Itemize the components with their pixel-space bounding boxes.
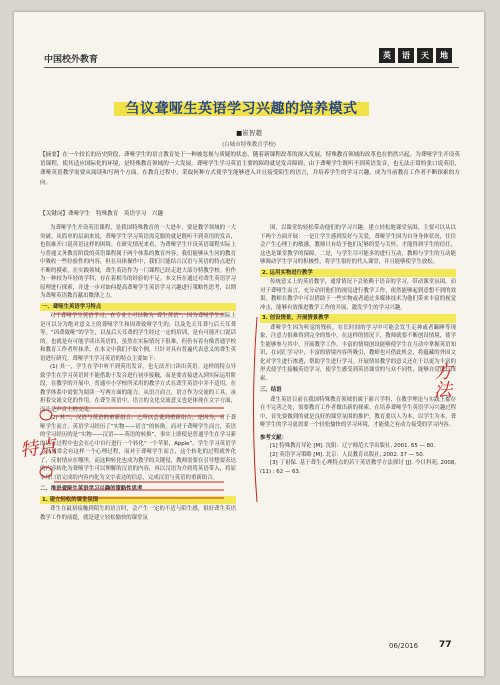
section-tag-char: 英 — [379, 48, 395, 63]
paragraph: 聋生在最初接触到陌生的语言时，会产生一定的不适与陌生感，很好聋生英语教学工作的前提，就是建立轻松愉快的课堂氛 — [40, 506, 236, 521]
abstract: 【摘要】在一个较长的历史阶段，聋哑学生的语言教育处于一种被忽视与质疑的状态，随着新课程改革的深入发展，特殊教育领域的改革也在悄然兴起。为聋哑学生开设英语课程，使其适应国际化的环境，是特殊教育领域的一大发展。聋哑学生学习英语主要的障碍就是发音障碍，由于聋哑学生既听不到英语发音，也无法正常的张口说英语，聋哑英语教学需要从阅读和写两个方面。在教育过程中，采取何种方式使学生能够进入并且接受陌生的语言，并培养学生的学习兴趣，成为当前教育工作者不断探索的方向。 — [40, 152, 460, 186]
section-tag-char: 地 — [436, 48, 452, 63]
journal-name: 中国校外教育 — [44, 55, 99, 65]
section-tag — [379, 48, 452, 63]
paragraph: 对于聋哑学生英语学习，在专业上可以称为“聋生英语”，因为聋哑学生实际上是可以分为绝对意义上的聋哑学生和因聋致哑学生的，以及先天耳聋与后天耳聋等。“因聋致哑”的学生，以及后天耳聋的学生经过一定的培训，是有可能开口说话的，也就是有可能学读出英语的，虽然在实际情况下很难，但仍有着有像普通学校和教育工作者所抹杀。在本文中我们不取个例，只针对具有普遍代表意义的聋生英语进行研究。聋哑学生学习英语的特点主要如下： — [40, 313, 236, 362]
keywords: 【关键词】聋哑学生 特殊教育 英语学习 兴趣 — [40, 211, 164, 217]
section-heading: 三、结语 — [260, 387, 282, 393]
journal-page — [14, 12, 484, 676]
references-title: 参考文献： — [260, 434, 287, 441]
left-column — [40, 224, 236, 522]
section-heading: 一、聋哑生英语学习特点 — [40, 303, 236, 312]
bracket-mark — [254, 317, 258, 502]
issue-date: 06/2016 — [389, 642, 419, 650]
paragraph: 为聋哑学生开设英语课程，是我国特殊教育的一大进步，要是教学领域的一大突破。从简单的层面来说，聋哑学生学习英语需克服的就是既听不到英语的发音，也很难开口说英语这样的困境。在研究情况来看，为聋哑学生开设英语课程实际上与普通义务教育阶段的英语课程属于两个体系的教育内容，我们能够从生问的教育中吸收一些经验性的内容，但在具体操作中，我们只能结合汉语与英语的特点进行不断的摸索。在实践领域，聋生英语作为一门课程已经走进大部分特教学校。但作为一种较为年轻的学科，存在着相当的经验的不足。本文旨在通过对聋生英语学习原理进行探索，并进一步对如何提高聋哑学生英语学习兴趣进行策略性思考，以期为聋哑英语教育献出微薄之力。 — [40, 225, 236, 299]
handwritten-note-features: 特点 — [18, 435, 58, 462]
paragraph: 聋哑学生因为听觉的残疾，在长时间的学习中可能会发生走神或者瞌睡等现象，注意力很难得到完全的集中，在这样的情况下，教师就要不断创设情境，使学生能够参与其中，开展教学工作。丰富的情境创设能够使学生在互动中掌握英语知识，在词汇学习中，丰富的情境内容所吸引，教师也可借此机会，将蕴藏的外国文化对学生进行渗透，帮助学生进行学习。开展情景教学的意义还在于以更为丰富的形式使学生接触英语学习，使学生感受到英语课堂的与众不同性，能够自觉进行探索。 — [260, 324, 456, 382]
page-number: 77 — [439, 640, 452, 650]
paragraph: 传统意义上的英语教学，通常情况下会依赖于语音的学习，带动课堂氛围，而对于聋哑生而言，充分动用他们的视觉进行教学工作，依然能够起到意想不到的效果。教师在教学中可以借助于一些实物或者通过多媒体技术为他们带来丰富的视觉冲击，能够有效推进教学工作的开展，激发学生的学习兴趣。 — [260, 279, 456, 311]
handwritten-note-methods: 方法 — [431, 362, 452, 398]
section-tag-char: 语 — [398, 48, 414, 63]
paragraph: 聋生英语目前在我国特殊教育领域仍属于新兴学科，在教学理论与实践上都存在不完善之处，需要教育工作者做出新的探索。在培养聋哑学生英语学习兴趣过程中，首先要做到的就是良好的课堂氛围的推护，教育要以人为本，以学生为本，聋哑学生的学习更需要一个轻松愉快的学习环境，才能使之有动力接受的学习内容。 — [260, 396, 456, 428]
reference-item: [3] 丁祖保. 基于聋生心理特点的若干英语教学方法探讨 [J]. 今日科苑, 2008, (11) : 62 — 63. — [260, 460, 456, 475]
header-rule — [44, 67, 459, 68]
subsection-heading: 2. 运用实物进行教学 — [260, 269, 456, 278]
title-block — [114, 98, 369, 120]
reference-item: [2] 英语学习策略 [M]. 北京：人民教育出版社, 2002. 37 — 50. — [270, 451, 425, 458]
paragraph: (1) 其一，学生在学中听不到英语发音，也无法开口读出英语。这样的特点导致学生在学习英语时不能借助于发音进行初步接触，而是要直接进入到实际运用阶段，在教学的开展中，普通中小学校所采用的教学方式在聋生英语中并不适用，在教学体系中需要为阅读一写两方面的能力。从语言而言，语言作为交流的工具，承担着交流文化的作用，在聋生英语中，语言的文化交流意义也是体现在文字方面，而不是声音上的交流。 — [40, 364, 236, 413]
reference-item: [1] 特殊教育导论 [M]. 沈阳：辽宁师范大学出版社, 2001. 65 — 80. — [270, 443, 436, 449]
section-heading: 二、推进聋哑生英语学习兴趣的策略性思考 — [40, 486, 143, 492]
paragraph: (2) 其二，汉语与英语的重新组合。之所以会说到重新组合，是因为，对于聋哑学生而言，英语学习经历了“实物——语言”的转换，而对于聋哑学生而言，英语的学习经历的是“实物——汉语——英语的转换”，事实上即使是普通学生在学习新的语言过程中也会在心中自行进行一个转化“一个苹果，Apple”。学生学习英语学习时通常会有这样一个心理过程，而对于聋哑学生而言，这个转化的过程就外化了，反射情应在哪里，而这种转化也成为教学的关键侵，教师需要在引导想要表达的内容转化为聋哑学生可以理解的汉语的内容，再以汉语为介质将英语带入，将原本用口语完成的内容内化为文字表达的信息，完成汉语与英语的重新组合。 — [40, 415, 236, 481]
subsection-heading: 1. 建立轻松的课堂氛围 — [40, 496, 236, 505]
affiliation: (白城市特殊教育学校) — [222, 142, 276, 148]
right-column — [260, 224, 456, 476]
section-tag-char: 天 — [417, 48, 433, 63]
paragraph: 围，以课堂的轻松带动他们的学习兴趣。建立轻松地课堂氛围，主要可以从以下两个方面开展：一是让学生感到发好与关爱，聋哑学生因为自身身体状况，往往会产生心理上的敏感，教师只有给予他们足够的爱与关怀，才能得到学生的信任，这也是课堂教学的保障。二是，与学生尽可能多的进行互动，教师与学生的互动能够调动学生学习的积极性，将学生很好的代入课堂，并且能够使学生放松。 — [260, 225, 456, 265]
author: ■崔智超 — [236, 129, 262, 137]
article-title: 刍议聋哑生英语学习兴趣的培养模式 — [125, 101, 358, 117]
subsection-heading: 3. 创设情景，开展情景教学 — [260, 314, 456, 323]
